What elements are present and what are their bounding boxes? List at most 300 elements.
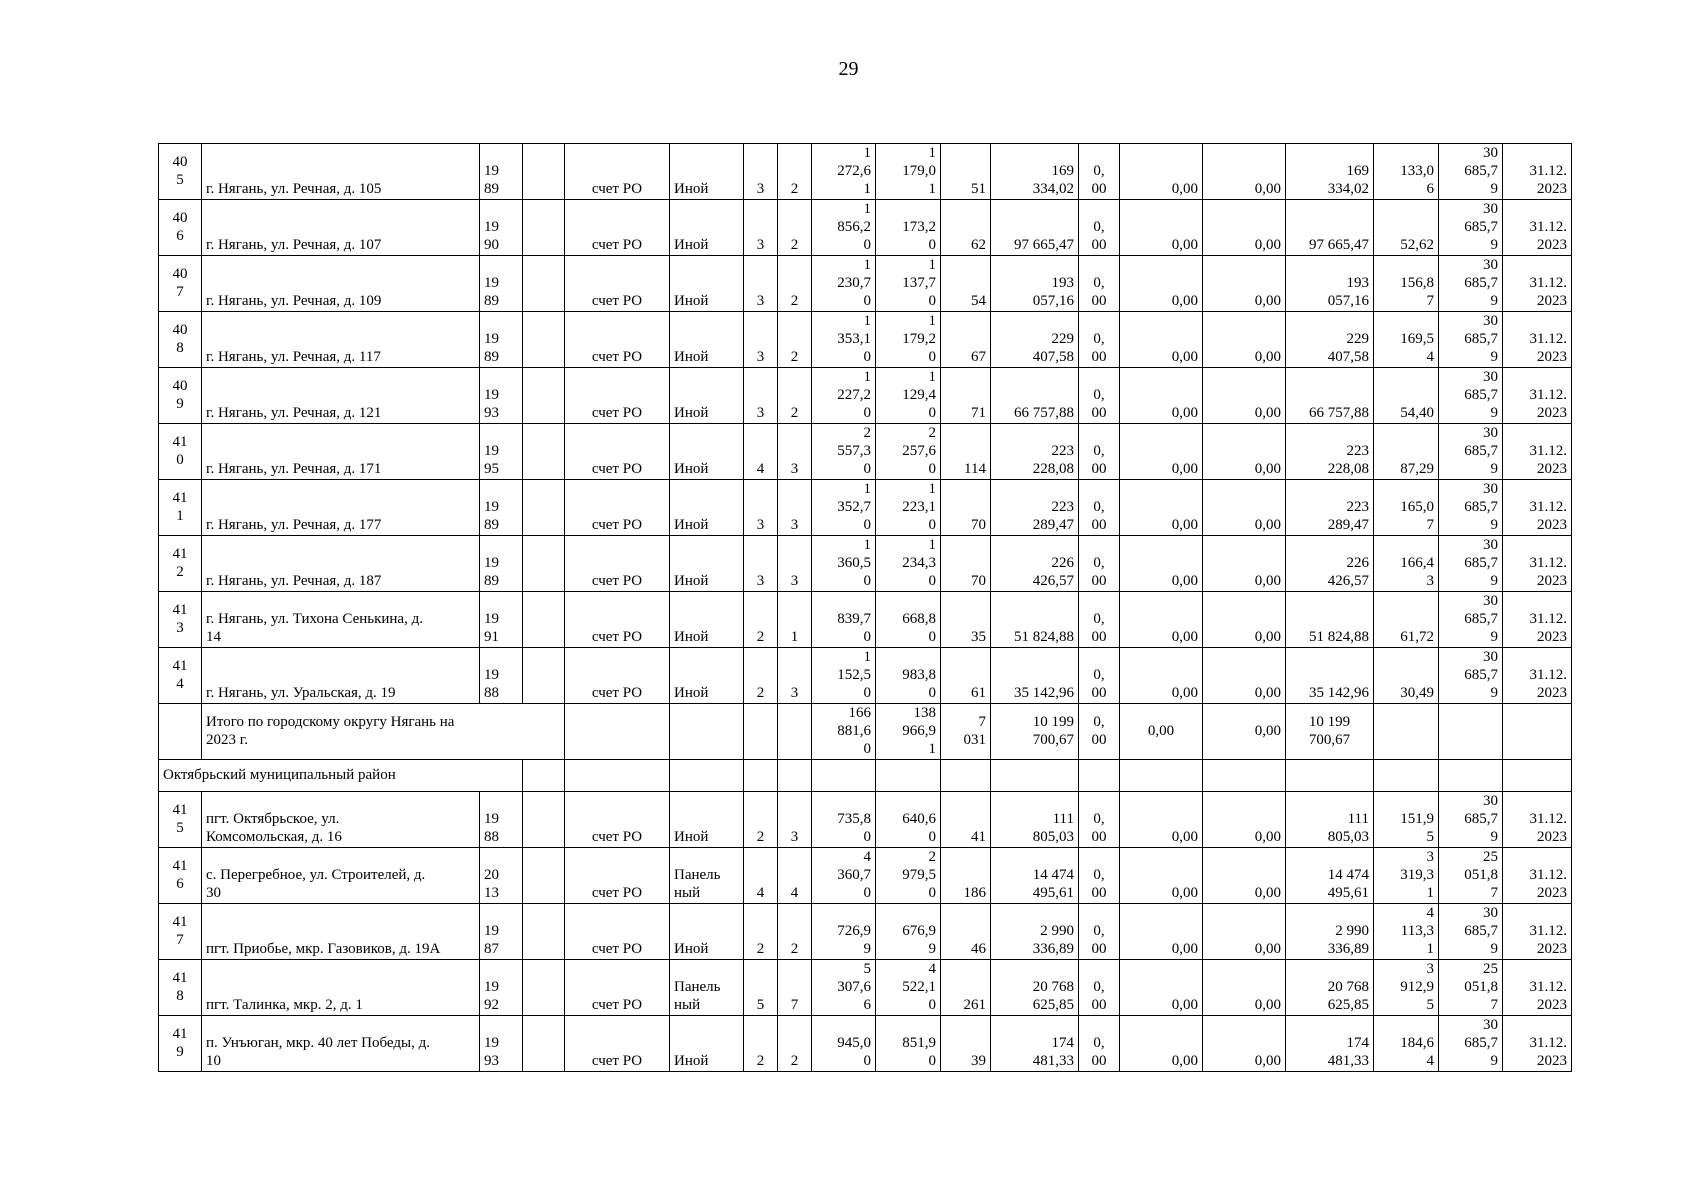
- total-cost-cell: 97 665,47: [991, 200, 1079, 256]
- completion-date-cell: 31.12. 2023: [1503, 904, 1572, 960]
- floors-cell: 3: [744, 312, 778, 368]
- completion-date-cell: 31.12. 2023: [1503, 536, 1572, 592]
- specific-cost-cell: 30,49: [1374, 648, 1439, 704]
- living-area-cell: 1 234,3 0: [876, 536, 941, 592]
- blank-cell-cell: [523, 648, 565, 704]
- total-label: Итого по городскому округу Нягань на 2023 г.: [202, 704, 565, 760]
- specific-cost-cell: 87,29: [1374, 424, 1439, 480]
- blank-cell-cell: [523, 256, 565, 312]
- blank-cell-cell: [523, 960, 565, 1016]
- funding-source-cell: счет РО: [565, 256, 670, 312]
- entrances-cell: 3: [778, 480, 812, 536]
- wall-material-cell: Иной: [670, 648, 744, 704]
- address-cell: г. Нягань, ул. Речная, д. 177: [202, 480, 480, 536]
- year-built-cell: 19 93: [480, 368, 523, 424]
- floors-cell: 2: [744, 1016, 778, 1072]
- blank-cell-cell: [523, 536, 565, 592]
- table-row: [159, 256, 1572, 312]
- fund-2-cell: 0,00: [1120, 536, 1203, 592]
- fund-2-cell: 0,00: [1120, 792, 1203, 848]
- section-row: [159, 760, 1572, 792]
- wall-material-cell: Иной: [670, 200, 744, 256]
- cost-limit-cell: 25 051,8 7: [1439, 848, 1503, 904]
- fund-2-cell: 0,00: [1120, 480, 1203, 536]
- table-row: [159, 1016, 1572, 1072]
- row-number-cell: 41 7: [159, 904, 202, 960]
- address-cell: г. Нягань, ул. Речная, д. 117: [202, 312, 480, 368]
- total-area-cell: 1 360,5 0: [812, 536, 876, 592]
- residents-cell: 70: [941, 480, 991, 536]
- total-area-cell: 4 360,7 0: [812, 848, 876, 904]
- fund-4-cell: 193 057,16: [1286, 256, 1374, 312]
- row-number-cell: 41 8: [159, 960, 202, 1016]
- living-area-cell: 1 179,2 0: [876, 312, 941, 368]
- funding-source-cell: счет РО: [565, 648, 670, 704]
- total-area-cell: 1 353,1 0: [812, 312, 876, 368]
- fund-1-cell: 0, 00: [1079, 536, 1120, 592]
- fund-1-cell: 0, 00: [1079, 312, 1120, 368]
- entrances-cell: 7: [778, 960, 812, 1016]
- floors-cell: 4: [744, 848, 778, 904]
- total-cost-cell: 2 990 336,89: [991, 904, 1079, 960]
- specific-cost-cell: 169,5 4: [1374, 312, 1439, 368]
- total-cost-cell: 223 289,47: [991, 480, 1079, 536]
- fund-3-cell: 0,00: [1203, 848, 1286, 904]
- total-cost-cell: 51 824,88: [991, 592, 1079, 648]
- fund-4-cell: 229 407,58: [1286, 312, 1374, 368]
- specific-cost-cell: 4 113,3 1: [1374, 904, 1439, 960]
- fund-4-cell: 223 289,47: [1286, 480, 1374, 536]
- wall-material-cell: Иной: [670, 1016, 744, 1072]
- cost-limit-cell: 30 685,7 9: [1439, 480, 1503, 536]
- cost-limit-cell: 30 685,7 9: [1439, 144, 1503, 200]
- entrances-cell: 2: [778, 1016, 812, 1072]
- cost-limit-cell: 30 685,7 9: [1439, 536, 1503, 592]
- blank-cell-cell: [523, 480, 565, 536]
- fund-2-cell: 0,00: [1120, 368, 1203, 424]
- floors-cell: 2: [744, 904, 778, 960]
- table-row: [159, 648, 1572, 704]
- floors-cell: 3: [744, 480, 778, 536]
- funding-source-cell: счет РО: [565, 904, 670, 960]
- fund-2-cell: 0,00: [1120, 648, 1203, 704]
- specific-cost-cell: 52,62: [1374, 200, 1439, 256]
- funding-source-cell: счет РО: [565, 848, 670, 904]
- entrances-cell: 3: [778, 536, 812, 592]
- total-row: [159, 704, 1572, 760]
- year-built-cell: 19 89: [480, 480, 523, 536]
- funding-source-cell: счет РО: [565, 424, 670, 480]
- total-cost-cell: 14 474 495,61: [991, 848, 1079, 904]
- cost-limit-cell: 30 685,7 9: [1439, 312, 1503, 368]
- fund-4-cell: 51 824,88: [1286, 592, 1374, 648]
- fund-3-cell: 0,00: [1203, 256, 1286, 312]
- specific-cost-cell: 54,40: [1374, 368, 1439, 424]
- total-cost-cell: 229 407,58: [991, 312, 1079, 368]
- entrances-cell: 2: [778, 904, 812, 960]
- row-number-cell: 41 3: [159, 592, 202, 648]
- fund-4-cell: 97 665,47: [1286, 200, 1374, 256]
- entrances-cell: 2: [778, 256, 812, 312]
- total-cost-cell: 193 057,16: [991, 256, 1079, 312]
- total-cost-cell: 20 768 625,85: [991, 960, 1079, 1016]
- total-cost-cell: 169 334,02: [991, 144, 1079, 200]
- specific-cost-cell: 184,6 4: [1374, 1016, 1439, 1072]
- fund-4-cell: 35 142,96: [1286, 648, 1374, 704]
- row-number-cell: 40 6: [159, 200, 202, 256]
- year-built-cell: 19 88: [480, 792, 523, 848]
- completion-date-cell: 31.12. 2023: [1503, 480, 1572, 536]
- entrances-cell: 4: [778, 848, 812, 904]
- completion-date-cell: 31.12. 2023: [1503, 312, 1572, 368]
- total-area-cell: 1 227,2 0: [812, 368, 876, 424]
- row-number-cell: 41 0: [159, 424, 202, 480]
- fund-2-cell: 0,00: [1120, 1016, 1203, 1072]
- cost-limit-cell: 30 685,7 9: [1439, 256, 1503, 312]
- cost-limit-cell: 30 685,7 9: [1439, 424, 1503, 480]
- entrances-cell: 3: [778, 424, 812, 480]
- entrances-cell: 1: [778, 592, 812, 648]
- total-area-cell: 726,9 9: [812, 904, 876, 960]
- fund-1-cell: 0, 00: [1079, 424, 1120, 480]
- wall-material-cell: Иной: [670, 424, 744, 480]
- fund-4-cell: 169 334,02: [1286, 144, 1374, 200]
- fund-2-cell: 0,00: [1120, 960, 1203, 1016]
- fund-3-cell: 0,00: [1203, 480, 1286, 536]
- fund-3-cell: 0,00: [1203, 200, 1286, 256]
- blank-cell-cell: [523, 848, 565, 904]
- total-cost-cell: 35 142,96: [991, 648, 1079, 704]
- fund-3-cell: 0,00: [1203, 904, 1286, 960]
- specific-cost-cell: 61,72: [1374, 592, 1439, 648]
- completion-date-cell: 31.12. 2023: [1503, 424, 1572, 480]
- year-built-cell: 19 91: [480, 592, 523, 648]
- section-title: Октябрьский муниципальный район: [159, 760, 523, 792]
- fund-2-cell: 0,00: [1120, 312, 1203, 368]
- page-number: 29: [838, 58, 859, 80]
- blank-cell-cell: [523, 792, 565, 848]
- fund-3-cell: 0,00: [1203, 144, 1286, 200]
- fund-4-cell: 223 228,08: [1286, 424, 1374, 480]
- year-built-cell: 19 95: [480, 424, 523, 480]
- cost-limit-cell: 30 685,7 9: [1439, 792, 1503, 848]
- living-area-cell: 676,9 9: [876, 904, 941, 960]
- total-fund1: 0, 00: [1079, 704, 1120, 760]
- address-cell: с. Перегребное, ул. Строителей, д. 30: [202, 848, 480, 904]
- cost-limit-cell: 30 685,7 9: [1439, 368, 1503, 424]
- fund-3-cell: 0,00: [1203, 648, 1286, 704]
- floors-cell: 2: [744, 792, 778, 848]
- cost-limit-cell: 30 685,7 9: [1439, 592, 1503, 648]
- specific-cost-cell: 133,0 6: [1374, 144, 1439, 200]
- address-cell: г. Нягань, ул. Уральская, д. 19: [202, 648, 480, 704]
- funding-source-cell: счет РО: [565, 480, 670, 536]
- year-built-cell: 19 89: [480, 144, 523, 200]
- wall-material-cell: Иной: [670, 536, 744, 592]
- total-area-cell: 735,8 0: [812, 792, 876, 848]
- blank-cell-cell: [523, 200, 565, 256]
- entrances-cell: 3: [778, 648, 812, 704]
- row-number-cell: 41 9: [159, 1016, 202, 1072]
- table-row: [159, 792, 1572, 848]
- wall-material-cell: Иной: [670, 144, 744, 200]
- specific-cost-cell: 3 319,3 1: [1374, 848, 1439, 904]
- cost-limit-cell: 30 685,7 9: [1439, 648, 1503, 704]
- row-number-cell: 41 5: [159, 792, 202, 848]
- total-area-cell: 1 352,7 0: [812, 480, 876, 536]
- specific-cost-cell: 156,8 7: [1374, 256, 1439, 312]
- address-cell: пгт. Приобье, мкр. Газовиков, д. 19А: [202, 904, 480, 960]
- fund-3-cell: 0,00: [1203, 368, 1286, 424]
- living-area-cell: 173,2 0: [876, 200, 941, 256]
- floors-cell: 3: [744, 256, 778, 312]
- table-row: [159, 200, 1572, 256]
- year-built-cell: 19 90: [480, 200, 523, 256]
- floors-cell: 4: [744, 424, 778, 480]
- fund-1-cell: 0, 00: [1079, 792, 1120, 848]
- residents-cell: 67: [941, 312, 991, 368]
- fund-4-cell: 2 990 336,89: [1286, 904, 1374, 960]
- row-number-cell: 40 7: [159, 256, 202, 312]
- residents-cell: 46: [941, 904, 991, 960]
- residents-cell: 70: [941, 536, 991, 592]
- year-built-cell: 19 93: [480, 1016, 523, 1072]
- total-cost-cell: 226 426,57: [991, 536, 1079, 592]
- fund-3-cell: 0,00: [1203, 960, 1286, 1016]
- address-cell: г. Нягань, ул. Речная, д. 109: [202, 256, 480, 312]
- residents-cell: 39: [941, 1016, 991, 1072]
- completion-date-cell: 31.12. 2023: [1503, 144, 1572, 200]
- blank-cell-cell: [523, 144, 565, 200]
- year-built-cell: 19 89: [480, 256, 523, 312]
- living-area-cell: 2 257,6 0: [876, 424, 941, 480]
- residents-cell: 71: [941, 368, 991, 424]
- address-cell: п. Унъюган, мкр. 40 лет Победы, д. 10: [202, 1016, 480, 1072]
- completion-date-cell: 31.12. 2023: [1503, 960, 1572, 1016]
- floors-cell: 5: [744, 960, 778, 1016]
- entrances-cell: 2: [778, 144, 812, 200]
- wall-material-cell: Иной: [670, 256, 744, 312]
- floors-cell: 3: [744, 536, 778, 592]
- address-cell: г. Нягань, ул. Речная, д. 171: [202, 424, 480, 480]
- fund-3-cell: 0,00: [1203, 312, 1286, 368]
- residents-cell: 62: [941, 200, 991, 256]
- total-cost-cell: 111 805,03: [991, 792, 1079, 848]
- living-area-cell: 2 979,5 0: [876, 848, 941, 904]
- living-area-cell: 668,8 0: [876, 592, 941, 648]
- fund-2-cell: 0,00: [1120, 256, 1203, 312]
- specific-cost-cell: 151,9 5: [1374, 792, 1439, 848]
- fund-1-cell: 0, 00: [1079, 848, 1120, 904]
- completion-date-cell: 31.12. 2023: [1503, 368, 1572, 424]
- residents-cell: 41: [941, 792, 991, 848]
- fund-2-cell: 0,00: [1120, 144, 1203, 200]
- register-table: [158, 143, 1572, 1072]
- floors-cell: 3: [744, 368, 778, 424]
- cost-limit-cell: 30 685,7 9: [1439, 200, 1503, 256]
- residents-cell: 35: [941, 592, 991, 648]
- table-row: [159, 480, 1572, 536]
- specific-cost-cell: 3 912,9 5: [1374, 960, 1439, 1016]
- table-row: [159, 312, 1572, 368]
- living-area-cell: 1 179,0 1: [876, 144, 941, 200]
- table-row: [159, 904, 1572, 960]
- completion-date-cell: 31.12. 2023: [1503, 848, 1572, 904]
- entrances-cell: 3: [778, 792, 812, 848]
- address-cell: г. Нягань, ул. Речная, д. 121: [202, 368, 480, 424]
- specific-cost-cell: 166,4 3: [1374, 536, 1439, 592]
- funding-source-cell: счет РО: [565, 144, 670, 200]
- cost-limit-cell: 30 685,7 9: [1439, 904, 1503, 960]
- living-area-cell: 1 223,1 0: [876, 480, 941, 536]
- total-area-cell: 839,7 0: [812, 592, 876, 648]
- table-row: [159, 592, 1572, 648]
- total-area-cell: 2 557,3 0: [812, 424, 876, 480]
- fund-4-cell: 66 757,88: [1286, 368, 1374, 424]
- fund-2-cell: 0,00: [1120, 424, 1203, 480]
- residents-cell: 186: [941, 848, 991, 904]
- fund-3-cell: 0,00: [1203, 792, 1286, 848]
- fund-1-cell: 0, 00: [1079, 960, 1120, 1016]
- fund-3-cell: 0,00: [1203, 592, 1286, 648]
- fund-1-cell: 0, 00: [1079, 1016, 1120, 1072]
- row-number-cell: 40 9: [159, 368, 202, 424]
- residents-cell: 114: [941, 424, 991, 480]
- total-area-cell: 1 272,6 1: [812, 144, 876, 200]
- table-row: [159, 848, 1572, 904]
- blank-cell-cell: [523, 1016, 565, 1072]
- fund-1-cell: 0, 00: [1079, 648, 1120, 704]
- completion-date-cell: 31.12. 2023: [1503, 592, 1572, 648]
- total-area-cell: 5 307,6 6: [812, 960, 876, 1016]
- fund-2-cell: 0,00: [1120, 200, 1203, 256]
- blank-cell-cell: [523, 368, 565, 424]
- table-row: [159, 368, 1572, 424]
- row-number-cell: 41 6: [159, 848, 202, 904]
- fund-2-cell: 0,00: [1120, 848, 1203, 904]
- funding-source-cell: счет РО: [565, 792, 670, 848]
- address-cell: г. Нягань, ул. Тихона Сенькина, д. 14: [202, 592, 480, 648]
- fund-2-cell: 0,00: [1120, 904, 1203, 960]
- total-residents: 7 031: [941, 704, 991, 760]
- fund-2-cell: 0,00: [1120, 592, 1203, 648]
- blank-cell-cell: [523, 904, 565, 960]
- total-area-cell: 945,0 0: [812, 1016, 876, 1072]
- year-built-cell: 19 89: [480, 536, 523, 592]
- wall-material-cell: Иной: [670, 368, 744, 424]
- residents-cell: 261: [941, 960, 991, 1016]
- funding-source-cell: счет РО: [565, 312, 670, 368]
- total-area-cell: 1 152,5 0: [812, 648, 876, 704]
- table-row: [159, 144, 1572, 200]
- total-area: 166 881,6 0: [812, 704, 876, 760]
- address-cell: г. Нягань, ул. Речная, д. 187: [202, 536, 480, 592]
- table-row: [159, 536, 1572, 592]
- total-cost-cell: 223 228,08: [991, 424, 1079, 480]
- cost-limit-cell: 25 051,8 7: [1439, 960, 1503, 1016]
- total-cost: 10 199 700,67: [991, 704, 1079, 760]
- funding-source-cell: счет РО: [565, 200, 670, 256]
- funding-source-cell: счет РО: [565, 536, 670, 592]
- wall-material-cell: Иной: [670, 904, 744, 960]
- fund-4-cell: 111 805,03: [1286, 792, 1374, 848]
- fund-1-cell: 0, 00: [1079, 200, 1120, 256]
- year-built-cell: 19 89: [480, 312, 523, 368]
- wall-material-cell: Иной: [670, 592, 744, 648]
- total-area-cell: 1 856,2 0: [812, 200, 876, 256]
- completion-date-cell: 31.12. 2023: [1503, 792, 1572, 848]
- entrances-cell: 2: [778, 368, 812, 424]
- floors-cell: 2: [744, 648, 778, 704]
- fund-1-cell: 0, 00: [1079, 368, 1120, 424]
- wall-material-cell: Иной: [670, 480, 744, 536]
- table-row: [159, 424, 1572, 480]
- residents-cell: 61: [941, 648, 991, 704]
- year-built-cell: 19 92: [480, 960, 523, 1016]
- fund-4-cell: 14 474 495,61: [1286, 848, 1374, 904]
- cost-limit-cell: 30 685,7 9: [1439, 1016, 1503, 1072]
- entrances-cell: 2: [778, 312, 812, 368]
- total-fund3: 0,00: [1203, 704, 1286, 760]
- fund-3-cell: 0,00: [1203, 424, 1286, 480]
- total-fund4: 10 199 700,67: [1286, 704, 1374, 760]
- floors-cell: 3: [744, 200, 778, 256]
- residents-cell: 54: [941, 256, 991, 312]
- funding-source-cell: счет РО: [565, 592, 670, 648]
- fund-3-cell: 0,00: [1203, 536, 1286, 592]
- year-built-cell: 19 87: [480, 904, 523, 960]
- living-area-cell: 1 129,4 0: [876, 368, 941, 424]
- residents-cell: 51: [941, 144, 991, 200]
- specific-cost-cell: 165,0 7: [1374, 480, 1439, 536]
- floors-cell: 2: [744, 592, 778, 648]
- fund-3-cell: 0,00: [1203, 1016, 1286, 1072]
- row-number-cell: 40 8: [159, 312, 202, 368]
- funding-source-cell: счет РО: [565, 1016, 670, 1072]
- row-number-cell: 41 2: [159, 536, 202, 592]
- table-row: [159, 960, 1572, 1016]
- total-area2: 138 966,9 1: [876, 704, 941, 760]
- entrances-cell: 2: [778, 200, 812, 256]
- funding-source-cell: счет РО: [565, 368, 670, 424]
- fund-4-cell: 174 481,33: [1286, 1016, 1374, 1072]
- total-area-cell: 1 230,7 0: [812, 256, 876, 312]
- living-area-cell: 851,9 0: [876, 1016, 941, 1072]
- wall-material-cell: Иной: [670, 792, 744, 848]
- wall-material-cell: Панель ный: [670, 960, 744, 1016]
- living-area-cell: 4 522,1 0: [876, 960, 941, 1016]
- address-cell: г. Нягань, ул. Речная, д. 105: [202, 144, 480, 200]
- wall-material-cell: Панель ный: [670, 848, 744, 904]
- fund-1-cell: 0, 00: [1079, 904, 1120, 960]
- fund-1-cell: 0, 00: [1079, 144, 1120, 200]
- address-cell: пгт. Октябрьское, ул. Комсомольская, д. 16: [202, 792, 480, 848]
- blank-cell-cell: [523, 592, 565, 648]
- living-area-cell: 983,8 0: [876, 648, 941, 704]
- row-number-cell: 41 1: [159, 480, 202, 536]
- total-cost-cell: 66 757,88: [991, 368, 1079, 424]
- blank-cell-cell: [523, 312, 565, 368]
- fund-1-cell: 0, 00: [1079, 256, 1120, 312]
- blank-cell-cell: [523, 424, 565, 480]
- floors-cell: 3: [744, 144, 778, 200]
- row-number-cell: 41 4: [159, 648, 202, 704]
- total-fund2: 0,00: [1120, 704, 1203, 760]
- completion-date-cell: 31.12. 2023: [1503, 1016, 1572, 1072]
- row-number-cell: 40 5: [159, 144, 202, 200]
- completion-date-cell: 31.12. 2023: [1503, 648, 1572, 704]
- fund-4-cell: 20 768 625,85: [1286, 960, 1374, 1016]
